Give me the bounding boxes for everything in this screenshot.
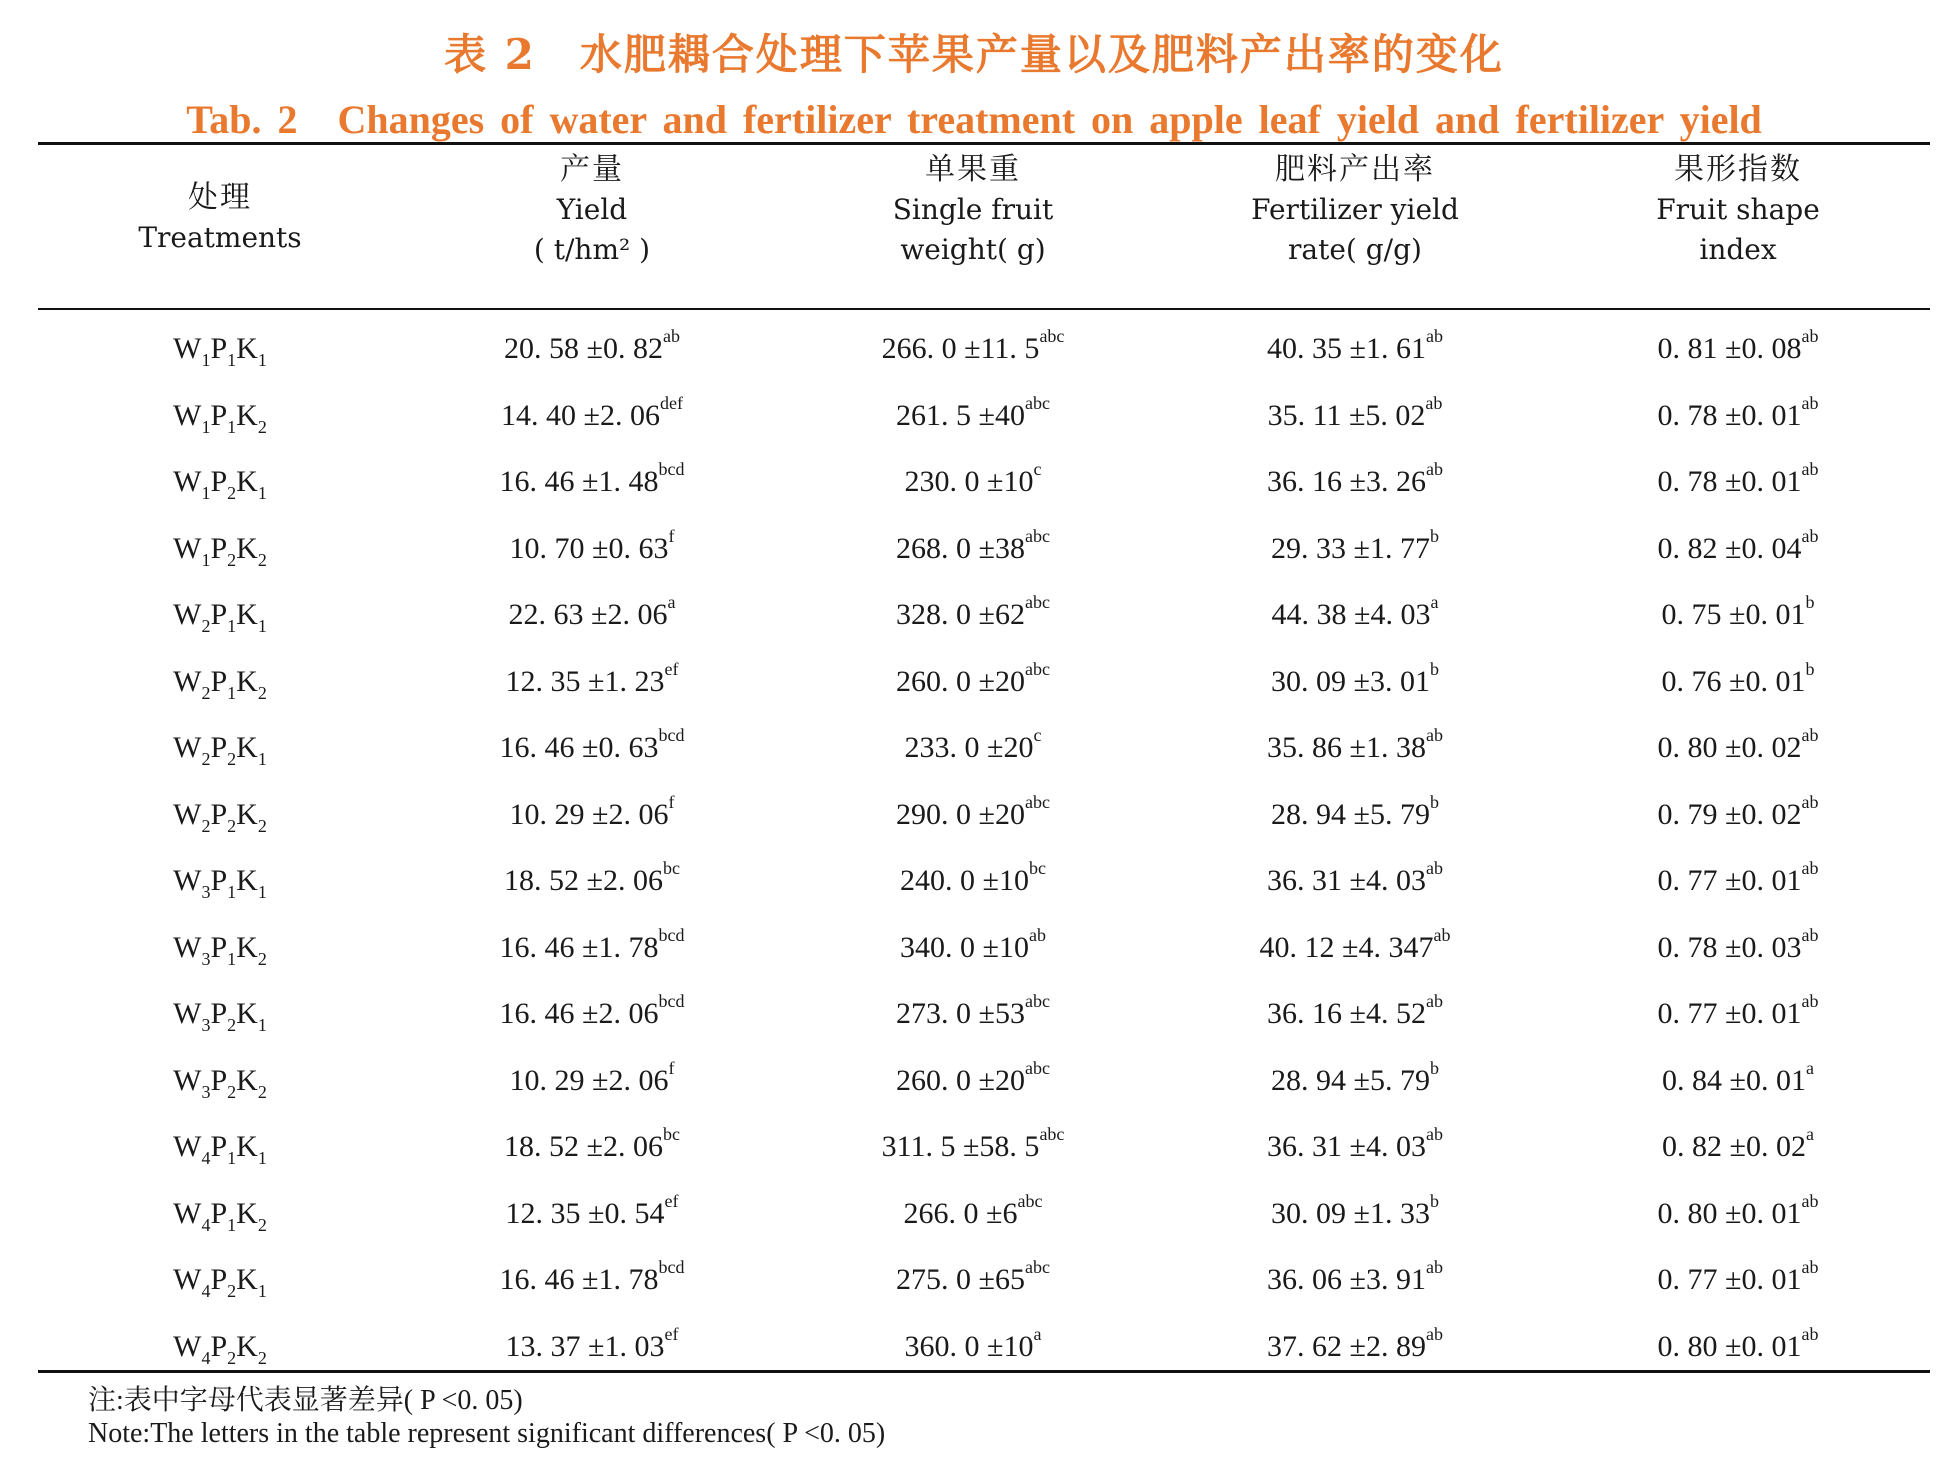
- yield-cell: [402, 1114, 782, 1181]
- k-level: 2: [257, 682, 267, 703]
- yield-value: 22. 63 ±2. 06: [508, 598, 668, 632]
- weight-cell: [782, 582, 1164, 649]
- yield-significance: ef: [664, 1323, 679, 1344]
- w-level: 4: [201, 1281, 211, 1302]
- weight-significance: c: [1033, 459, 1042, 480]
- header-unit: index: [1699, 233, 1777, 266]
- rate-significance: ab: [1425, 1323, 1443, 1344]
- w-level: 2: [201, 749, 211, 770]
- w-level: 3: [201, 948, 211, 969]
- w-level: 4: [201, 1148, 211, 1169]
- rate-cell: [1164, 782, 1546, 849]
- treatment-cell: $W_2P_1K_1$: [173, 598, 267, 637]
- yield-cell: [402, 449, 782, 516]
- k-level: 1: [257, 749, 267, 770]
- rate-value: 36. 31 ±4. 03: [1267, 1130, 1426, 1164]
- k-level: 1: [257, 616, 267, 637]
- shape-significance: ab: [1801, 991, 1819, 1012]
- weight-cell: [782, 1114, 1164, 1181]
- shape-value: 0. 79 ±0. 02: [1657, 797, 1802, 831]
- w-level: 4: [201, 1214, 211, 1235]
- p-level: 1: [227, 616, 237, 637]
- header-en: Fruit shape: [1656, 193, 1820, 226]
- shape-cell: [1546, 449, 1930, 516]
- treatment-cell: $W_2P_2K_1$: [173, 731, 267, 770]
- header-fruit-shape-index: [1546, 150, 1930, 270]
- shape-significance: ab: [1801, 725, 1819, 746]
- w-level: 2: [201, 815, 211, 836]
- shape-cell: [1546, 848, 1930, 915]
- weight-cell: [782, 1247, 1164, 1314]
- note-chinese: 注:表中字母代表显著差异( P <0. 05): [88, 1385, 523, 1416]
- weight-cell: [782, 915, 1164, 982]
- yield-significance: def: [659, 392, 683, 413]
- rate-value: 36. 16 ±4. 52: [1267, 997, 1426, 1031]
- header-unit: rate( g/g): [1288, 233, 1422, 266]
- k-level: 2: [257, 1214, 267, 1235]
- yield-value: 10. 70 ±0. 63: [509, 531, 669, 565]
- yield-value: 16. 46 ±1. 78: [499, 1263, 659, 1297]
- shape-significance: b: [1805, 592, 1815, 613]
- header-en: Single fruit: [892, 193, 1054, 226]
- p-level: 1: [227, 1148, 237, 1169]
- shape-significance: ab: [1801, 392, 1819, 413]
- rate-cell: [1164, 449, 1546, 516]
- yield-cell: [402, 516, 782, 583]
- treatment-cell: $W_1P_2K_1$: [173, 465, 267, 504]
- weight-significance: abc: [1024, 791, 1050, 812]
- weight-significance: abc: [1039, 1124, 1065, 1145]
- rate-cell: [1164, 1114, 1546, 1181]
- shape-cell: [1546, 383, 1930, 450]
- shape-cell: [1546, 582, 1930, 649]
- note-english: Note:The letters in the table represent significant differences( P <0. 05): [88, 1418, 886, 1449]
- weight-significance: bc: [1028, 858, 1046, 879]
- yield-significance: ab: [662, 326, 680, 347]
- yield-cell: [402, 649, 782, 716]
- p-level: 2: [227, 749, 237, 770]
- yield-cell: [402, 582, 782, 649]
- yield-cell: [402, 782, 782, 849]
- rate-cell: [1164, 915, 1546, 982]
- header-rule: [38, 308, 1930, 310]
- shape-value: 0. 78 ±0. 03: [1657, 930, 1802, 964]
- p-level: 2: [227, 1015, 237, 1036]
- weight-value: 260. 0 ±20: [896, 664, 1025, 698]
- data-table: [38, 316, 1930, 1380]
- yield-cell: [402, 1048, 782, 1115]
- top-rule: [38, 142, 1930, 145]
- treatment-cell: $W_4P_2K_2$: [173, 1329, 267, 1368]
- w-level: 2: [201, 616, 211, 637]
- weight-significance: abc: [1017, 1190, 1043, 1211]
- shape-significance: ab: [1801, 459, 1819, 480]
- yield-cell: [402, 981, 782, 1048]
- shape-value: 0. 84 ±0. 01: [1662, 1063, 1806, 1097]
- yield-value: 14. 40 ±2. 06: [501, 398, 660, 432]
- rate-significance: ab: [1425, 1124, 1443, 1145]
- p-level: 1: [227, 882, 237, 903]
- shape-cell: [1546, 782, 1930, 849]
- shape-cell: [1546, 1114, 1930, 1181]
- weight-cell: [782, 715, 1164, 782]
- shape-cell: [1546, 1048, 1930, 1115]
- shape-value: 0. 80 ±0. 01: [1657, 1329, 1802, 1363]
- rate-cell: [1164, 383, 1546, 450]
- yield-cell: [402, 915, 782, 982]
- treatment-cell: $W_4P_2K_1$: [173, 1263, 267, 1302]
- rate-value: 36. 16 ±3. 26: [1267, 465, 1426, 499]
- weight-value: 360. 0 ±10: [904, 1329, 1034, 1363]
- shape-cell: [1546, 915, 1930, 982]
- rate-cell: [1164, 715, 1546, 782]
- table-row: [38, 848, 1930, 915]
- weight-significance: abc: [1024, 991, 1050, 1012]
- weight-value: 311. 5 ±58. 5: [881, 1130, 1040, 1164]
- table-row: [38, 449, 1930, 516]
- k-level: 2: [257, 549, 267, 570]
- rate-cell: [1164, 516, 1546, 583]
- header-unit: ( t/hm² ): [533, 233, 651, 266]
- p-level: 2: [227, 1347, 237, 1368]
- yield-value: 16. 46 ±1. 48: [499, 465, 659, 499]
- yield-value: 12. 35 ±0. 54: [505, 1196, 665, 1230]
- yield-value: 13. 37 ±1. 03: [505, 1329, 665, 1363]
- table-title-english: Tab. 2 Changes of water and fertilizer treatment on apple leaf yield and fertilizer yield: [186, 97, 1762, 142]
- p-level: 2: [227, 815, 237, 836]
- shape-value: 0. 80 ±0. 01: [1657, 1196, 1802, 1230]
- weight-value: 275. 0 ±65: [896, 1263, 1025, 1297]
- rate-significance: b: [1429, 1190, 1439, 1211]
- shape-cell: [1546, 1247, 1930, 1314]
- rate-value: 30. 09 ±3. 01: [1271, 664, 1430, 698]
- rate-significance: a: [1430, 592, 1439, 613]
- table-row: [38, 981, 1930, 1048]
- w-level: 3: [201, 1081, 211, 1102]
- p-level: 2: [227, 549, 237, 570]
- header-cn: 单果重: [925, 152, 1021, 187]
- rate-value: 37. 62 ±2. 89: [1267, 1329, 1426, 1363]
- rate-cell: [1164, 582, 1546, 649]
- shape-value: 0. 82 ±0. 02: [1662, 1130, 1806, 1164]
- shape-significance: b: [1805, 658, 1815, 679]
- table-row: [38, 516, 1930, 583]
- shape-significance: ab: [1801, 858, 1819, 879]
- treatment-cell: $W_3P_2K_1$: [173, 997, 267, 1036]
- rate-significance: ab: [1433, 924, 1451, 945]
- shape-significance: ab: [1801, 326, 1819, 347]
- shape-value: 0. 77 ±0. 01: [1657, 1263, 1802, 1297]
- header-fertilizer-yield-rate: [1164, 150, 1546, 270]
- shape-value: 0. 75 ±0. 01: [1661, 598, 1806, 632]
- header-cn: 产量: [560, 152, 624, 187]
- weight-significance: abc: [1024, 1057, 1050, 1078]
- w-level: 3: [201, 882, 211, 903]
- weight-cell: [782, 449, 1164, 516]
- rate-value: 28. 94 ±5. 79: [1271, 1063, 1430, 1097]
- treatment-cell: $W_1P_2K_2$: [173, 531, 267, 570]
- weight-value: 240. 0 ±10: [900, 864, 1029, 898]
- rate-value: 28. 94 ±5. 79: [1271, 797, 1430, 831]
- yield-significance: bcd: [658, 459, 685, 480]
- w-level: 1: [201, 350, 211, 371]
- p-level: 1: [227, 682, 237, 703]
- weight-cell: [782, 782, 1164, 849]
- rate-significance: b: [1429, 658, 1439, 679]
- rate-significance: b: [1429, 791, 1439, 812]
- weight-cell: [782, 1181, 1164, 1248]
- weight-value: 273. 0 ±53: [896, 997, 1025, 1031]
- yield-cell: [402, 316, 782, 383]
- p-level: 2: [227, 1081, 237, 1102]
- k-level: 2: [257, 1081, 267, 1102]
- weight-cell: [782, 383, 1164, 450]
- rate-value: 44. 38 ±4. 03: [1271, 598, 1431, 632]
- treatment-cell: $W_2P_1K_2$: [173, 664, 267, 703]
- w-level: 2: [201, 682, 211, 703]
- rate-cell: [1164, 848, 1546, 915]
- rate-cell: [1164, 1247, 1546, 1314]
- k-level: 2: [257, 1347, 267, 1368]
- w-level: 3: [201, 1015, 211, 1036]
- table-row: [38, 1247, 1930, 1314]
- shape-cell: [1546, 649, 1930, 716]
- rate-value: 36. 31 ±4. 03: [1267, 864, 1426, 898]
- rate-significance: ab: [1425, 326, 1443, 347]
- yield-significance: bc: [662, 1124, 680, 1145]
- weight-value: 268. 0 ±38: [896, 531, 1025, 565]
- weight-value: 261. 5 ±40: [896, 398, 1025, 432]
- table-row: [38, 582, 1930, 649]
- weight-value: 233. 0 ±20: [904, 731, 1034, 765]
- yield-significance: f: [668, 525, 675, 546]
- yield-cell: [402, 1247, 782, 1314]
- rate-value: 30. 09 ±1. 33: [1271, 1196, 1430, 1230]
- header-en: Yield: [556, 193, 628, 226]
- header-en: Fertilizer yield: [1251, 193, 1459, 226]
- header-cn: 肥料产出率: [1275, 152, 1435, 187]
- yield-significance: bcd: [658, 725, 685, 746]
- header-en: Treatments: [138, 221, 302, 254]
- rate-value: 35. 86 ±1. 38: [1267, 731, 1426, 765]
- rate-cell: [1164, 1048, 1546, 1115]
- table-row: [38, 915, 1930, 982]
- shape-cell: [1546, 316, 1930, 383]
- table-row: [38, 1181, 1930, 1248]
- weight-cell: [782, 848, 1164, 915]
- shape-value: 0. 82 ±0. 04: [1657, 531, 1802, 565]
- shape-significance: a: [1805, 1057, 1814, 1078]
- weight-cell: [782, 649, 1164, 716]
- yield-value: 10. 29 ±2. 06: [509, 1063, 669, 1097]
- treatment-cell: $W_3P_1K_2$: [173, 930, 267, 969]
- k-level: 1: [257, 483, 267, 504]
- table-body: [38, 316, 1930, 1380]
- table-row: [38, 1114, 1930, 1181]
- shape-value: 0. 78 ±0. 01: [1657, 465, 1802, 499]
- rate-significance: ab: [1425, 725, 1443, 746]
- weight-value: 340. 0 ±10: [900, 930, 1029, 964]
- table-row: [38, 316, 1930, 383]
- weight-cell: [782, 516, 1164, 583]
- weight-value: 260. 0 ±20: [896, 1063, 1025, 1097]
- table-row: [38, 649, 1930, 716]
- yield-cell: [402, 848, 782, 915]
- rate-significance: ab: [1425, 1257, 1443, 1278]
- shape-value: 0. 76 ±0. 01: [1661, 664, 1806, 698]
- p-level: 1: [227, 948, 237, 969]
- weight-significance: c: [1033, 725, 1042, 746]
- shape-significance: a: [1805, 1124, 1814, 1145]
- yield-value: 18. 52 ±2. 06: [504, 864, 663, 898]
- rate-value: 36. 06 ±3. 91: [1267, 1263, 1426, 1297]
- shape-cell: [1546, 516, 1930, 583]
- shape-value: 0. 77 ±0. 01: [1657, 864, 1802, 898]
- rate-value: 29. 33 ±1. 77: [1271, 531, 1430, 565]
- yield-cell: [402, 383, 782, 450]
- rate-significance: ab: [1425, 392, 1443, 413]
- yield-value: 10. 29 ±2. 06: [509, 797, 669, 831]
- yield-value: 12. 35 ±1. 23: [505, 664, 665, 698]
- weight-significance: ab: [1028, 924, 1046, 945]
- weight-value: 266. 0 ±6: [903, 1196, 1018, 1230]
- w-level: 1: [201, 549, 211, 570]
- k-level: 2: [257, 815, 267, 836]
- rate-significance: ab: [1425, 858, 1443, 879]
- shape-significance: ab: [1801, 525, 1819, 546]
- yield-significance: bcd: [658, 1257, 685, 1278]
- shape-cell: [1546, 715, 1930, 782]
- weight-significance: abc: [1039, 326, 1065, 347]
- header-cn: 处理: [188, 180, 252, 215]
- shape-value: 0. 77 ±0. 01: [1657, 997, 1802, 1031]
- rate-cell: [1164, 316, 1546, 383]
- weight-significance: abc: [1024, 525, 1050, 546]
- rate-cell: [1164, 649, 1546, 716]
- k-level: 1: [257, 350, 267, 371]
- header-unit: weight( g): [900, 233, 1046, 266]
- weight-significance: abc: [1024, 1257, 1050, 1278]
- yield-significance: f: [668, 791, 675, 812]
- yield-value: 18. 52 ±2. 06: [504, 1130, 663, 1164]
- rate-significance: b: [1429, 1057, 1439, 1078]
- k-level: 1: [257, 1015, 267, 1036]
- yield-significance: bcd: [658, 924, 685, 945]
- weight-value: 290. 0 ±20: [896, 797, 1025, 831]
- header-yield: [402, 150, 782, 270]
- table-row: [38, 383, 1930, 450]
- table-row: [38, 782, 1930, 849]
- treatment-cell: $W_3P_1K_1$: [173, 864, 267, 903]
- yield-cell: [402, 1181, 782, 1248]
- shape-value: 0. 78 ±0. 01: [1657, 398, 1802, 432]
- rate-cell: [1164, 1181, 1546, 1248]
- p-level: 1: [227, 350, 237, 371]
- shape-value: 0. 80 ±0. 02: [1657, 731, 1802, 765]
- rate-value: 40. 35 ±1. 61: [1267, 332, 1426, 366]
- shape-cell: [1546, 1181, 1930, 1248]
- table-title-chinese: 表 2 水肥耦合处理下苹果产量以及肥料产出率的变化: [444, 30, 1504, 79]
- k-level: 1: [257, 882, 267, 903]
- w-level: 1: [201, 416, 211, 437]
- w-level: 4: [201, 1347, 211, 1368]
- rate-value: 40. 12 ±4. 347: [1259, 930, 1434, 964]
- treatment-cell: $W_2P_2K_2$: [173, 797, 267, 836]
- p-level: 2: [227, 1281, 237, 1302]
- rate-cell: [1164, 981, 1546, 1048]
- weight-significance: a: [1033, 1323, 1042, 1344]
- yield-value: 16. 46 ±0. 63: [499, 731, 659, 765]
- treatment-cell: $W_4P_1K_1$: [173, 1130, 267, 1169]
- yield-significance: ef: [664, 658, 679, 679]
- k-level: 1: [257, 1281, 267, 1302]
- weight-cell: [782, 316, 1164, 383]
- yield-value: 16. 46 ±2. 06: [499, 997, 659, 1031]
- p-level: 1: [227, 416, 237, 437]
- weight-value: 230. 0 ±10: [904, 465, 1034, 499]
- treatment-cell: $W_1P_1K_2$: [173, 398, 267, 437]
- header-cn: 果形指数: [1674, 152, 1802, 187]
- treatment-cell: $W_1P_1K_1$: [173, 332, 267, 371]
- shape-cell: [1546, 981, 1930, 1048]
- weight-value: 266. 0 ±11. 5: [881, 332, 1040, 366]
- k-level: 1: [257, 1148, 267, 1169]
- p-level: 2: [227, 483, 237, 504]
- header-treatments: [38, 178, 402, 258]
- p-level: 1: [227, 1214, 237, 1235]
- rate-significance: ab: [1425, 459, 1443, 480]
- shape-significance: ab: [1801, 1323, 1819, 1344]
- treatment-cell: $W_4P_1K_2$: [173, 1196, 267, 1235]
- shape-value: 0. 81 ±0. 08: [1657, 332, 1802, 366]
- weight-significance: abc: [1024, 392, 1050, 413]
- shape-significance: ab: [1801, 1257, 1819, 1278]
- rate-significance: b: [1429, 525, 1439, 546]
- treatment-cell: $W_3P_2K_2$: [173, 1063, 267, 1102]
- rate-value: 35. 11 ±5. 02: [1267, 398, 1426, 432]
- bottom-rule: [38, 1370, 1930, 1373]
- header-single-fruit-weight: [782, 150, 1164, 270]
- yield-cell: [402, 715, 782, 782]
- k-level: 2: [257, 948, 267, 969]
- yield-significance: bcd: [658, 991, 685, 1012]
- k-level: 2: [257, 416, 267, 437]
- weight-cell: [782, 1048, 1164, 1115]
- table-row: [38, 1048, 1930, 1115]
- weight-value: 328. 0 ±62: [896, 598, 1025, 632]
- yield-significance: ef: [664, 1190, 679, 1211]
- yield-significance: f: [668, 1057, 675, 1078]
- table-row: [38, 715, 1930, 782]
- yield-significance: a: [667, 592, 676, 613]
- shape-significance: ab: [1801, 791, 1819, 812]
- weight-significance: abc: [1024, 592, 1050, 613]
- yield-significance: bc: [662, 858, 680, 879]
- shape-significance: ab: [1801, 1190, 1819, 1211]
- weight-significance: abc: [1024, 658, 1050, 679]
- weight-cell: [782, 981, 1164, 1048]
- shape-significance: ab: [1801, 924, 1819, 945]
- yield-value: 20. 58 ±0. 82: [504, 332, 663, 366]
- yield-value: 16. 46 ±1. 78: [499, 930, 659, 964]
- rate-significance: ab: [1425, 991, 1443, 1012]
- w-level: 1: [201, 483, 211, 504]
